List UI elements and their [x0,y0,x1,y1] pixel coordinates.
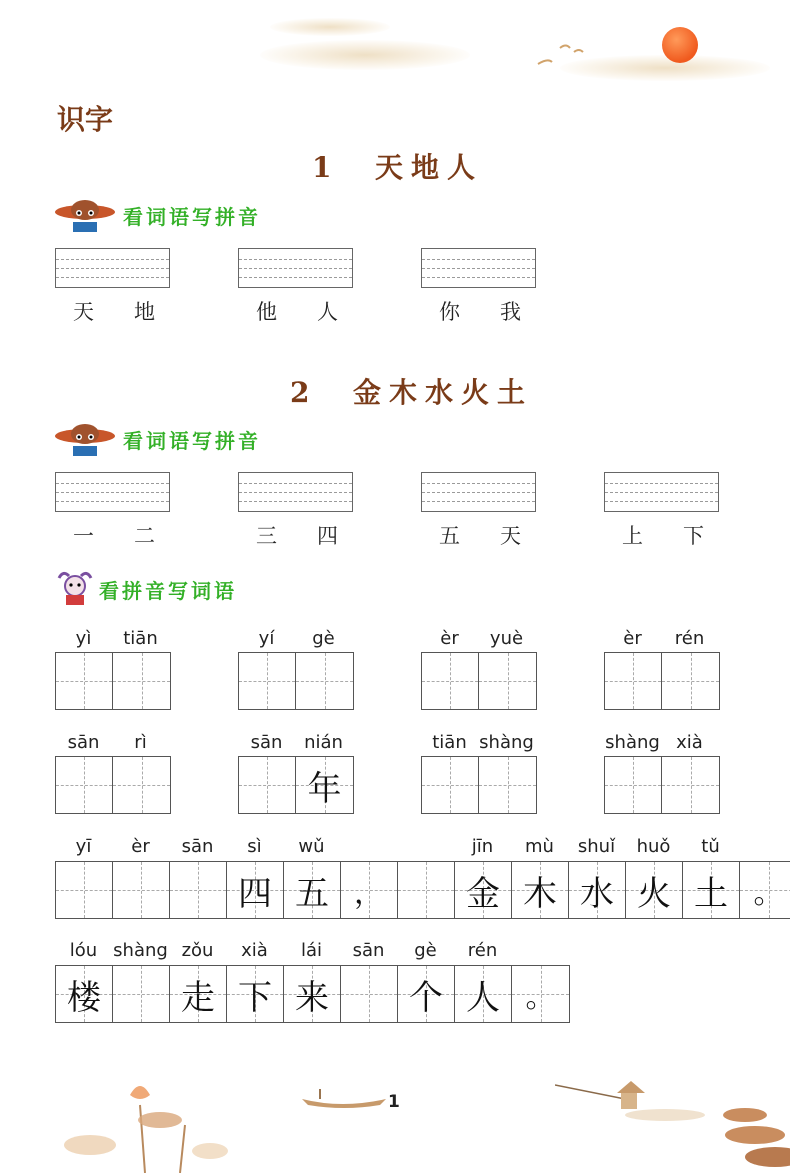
tianzige-cell[interactable] [662,757,719,813]
tianzige-cell[interactable] [239,653,296,709]
tianzige-grid [421,756,537,814]
cell-character [239,757,295,813]
tianzige-grid [604,652,720,710]
pinyin-syllable: yī [75,836,92,857]
cell-character [422,757,478,813]
cell-character: 水 [580,873,614,914]
tianzige-cell[interactable] [479,757,536,813]
pinyin-syllable: tiān [432,732,467,753]
pinyin-syllable: gè [414,940,437,961]
tianzige-cell[interactable] [341,966,398,1022]
cell-character: 土 [694,873,728,914]
cell-character [662,757,719,813]
cell-character: 下 [238,977,272,1018]
pinyin-syllable: lóu [69,940,98,961]
tianzige-cell[interactable] [113,966,170,1022]
mascot-icon [55,196,119,234]
tianzige-grid [421,652,537,710]
pinyin-syllable: lái [300,940,323,961]
tianzige-cell[interactable] [239,757,296,813]
pinyin-writing-box[interactable] [55,472,170,512]
cell-character: 楼 [67,977,101,1018]
boat-decoration [300,1085,390,1109]
pinyin-writing-box[interactable] [55,248,170,288]
pinyin-syllable: shuǐ [577,836,616,857]
sun-icon [662,27,698,63]
lesson-name: 金木水火土 [352,376,533,409]
lesson-number: 2 [290,376,318,409]
pinyin-syllable: xià [241,940,268,961]
cell-character: ， [354,876,384,911]
task-label: 看拼音写词语 [99,578,237,603]
tianzige-cell[interactable] [56,966,113,1022]
pinyin-syllable: gè [312,628,335,649]
tianzige-cell[interactable] [56,757,113,813]
tianzige-grid [55,965,570,1023]
pinyin-syllable: rì [134,732,147,753]
tianzige-cell[interactable] [56,653,113,709]
tianzige-cell[interactable] [296,653,353,709]
tianzige-cell[interactable] [569,862,626,918]
lotus-decoration [60,1075,230,1173]
cell-character [422,653,478,709]
tianzige-grid [238,652,354,710]
tianzige-cell[interactable] [296,757,353,813]
tianzige-cell[interactable] [422,757,479,813]
pinyin-syllable: tiān [123,628,158,649]
cell-character [113,966,169,1022]
task-header [55,196,261,234]
tianzige-cell[interactable] [227,966,284,1022]
pinyin-syllable: sān [250,732,283,753]
word: 五 天 [439,524,521,548]
pinyin-syllable: shàng [113,940,168,961]
pinyin-writing-box[interactable] [238,248,353,288]
cell-character [605,757,661,813]
tianzige-grid [55,652,171,710]
cell-character: 五 [295,873,329,914]
tianzige-grid [238,756,354,814]
cell-character: 个 [409,977,443,1018]
tianzige-cell[interactable] [422,653,479,709]
tianzige-cell[interactable] [512,862,569,918]
pinyin-syllable: shàng [605,732,660,753]
tianzige-cell[interactable] [284,966,341,1022]
lesson-title [290,371,533,411]
tianzige-grid [55,861,790,919]
tianzige-cell[interactable] [170,966,227,1022]
cell-character: 木 [523,873,557,914]
word: 他 人 [256,300,338,324]
tianzige-grid [55,756,171,814]
tianzige-cell[interactable] [170,862,227,918]
pinyin-syllable: zǒu [181,940,214,961]
cell-character: 来 [295,977,329,1018]
mascot-icon [55,570,95,608]
pinyin-syllable: sān [181,836,214,857]
tianzige-cell[interactable] [227,862,284,918]
pinyin-syllable: rén [467,940,498,961]
tianzige-cell[interactable] [740,862,790,918]
cell-character [170,862,226,918]
task-label: 看词语写拼音 [123,428,261,453]
tianzige-cell[interactable] [398,966,455,1022]
pinyin-syllable: yì [75,628,92,649]
task-label: 看词语写拼音 [123,204,261,229]
cell-character: 人 [466,977,500,1018]
lesson-name: 天地人 [374,151,483,184]
word: 一 二 [73,524,155,548]
tianzige-cell[interactable] [455,862,512,918]
tianzige-cell[interactable] [113,757,170,813]
cell-character [56,757,112,813]
word: 三 四 [256,524,338,548]
cloud-decoration [260,40,470,70]
fisherman-decoration [555,1075,790,1173]
cell-character: 年 [307,768,342,809]
cloud-decoration [270,18,390,36]
cell-character [479,653,536,709]
pinyin-syllable: shàng [479,732,534,753]
tianzige-cell[interactable] [56,862,113,918]
cell-character: 四 [238,873,272,914]
pinyin-syllable: yí [258,628,275,649]
pinyin-syllable: èr [440,628,459,649]
cell-character [56,862,112,918]
word: 天 地 [73,300,155,324]
pinyin-syllable: wǔ [298,836,325,857]
tianzige-cell[interactable] [512,966,569,1022]
cell-character: 走 [181,977,215,1018]
cell-character: 。 [753,876,784,911]
lesson-title [312,146,483,186]
tianzige-cell[interactable] [455,966,512,1022]
pinyin-syllable: yuè [489,628,524,649]
cell-character [662,653,719,709]
pinyin-syllable: èr [131,836,150,857]
word: 你 我 [439,300,521,324]
cell-character [479,757,536,813]
cell-character [341,966,397,1022]
pinyin-syllable: nián [304,732,343,753]
cell-character [239,653,295,709]
page-number: 1 [388,1092,400,1112]
tianzige-cell[interactable] [113,653,170,709]
tianzige-cell[interactable] [605,653,662,709]
pinyin-syllable: rén [674,628,705,649]
pinyin-syllable: xià [676,732,703,753]
lesson-number: 1 [312,151,340,184]
tianzige-grid [604,756,720,814]
tianzige-cell[interactable] [683,862,740,918]
pinyin-syllable: sān [352,940,385,961]
birds-icon [530,38,600,70]
cell-character [113,862,169,918]
section-label: 识字 [57,103,114,136]
tianzige-cell[interactable] [341,862,398,918]
pinyin-syllable: mù [525,836,554,857]
task-header [55,570,237,608]
cell-character: 火 [637,873,671,914]
pinyin-syllable: huǒ [636,836,671,857]
word: 上 下 [622,524,704,548]
pinyin-syllable: èr [623,628,642,649]
pinyin-syllable: jīn [471,836,494,857]
tianzige-cell[interactable] [626,862,683,918]
pinyin-syllable: tǔ [701,836,720,857]
cell-character [398,862,454,918]
cell-character [296,653,353,709]
cell-character [113,653,170,709]
pinyin-writing-box[interactable] [238,472,353,512]
task-header [55,420,261,458]
pinyin-writing-box[interactable] [604,472,719,512]
pinyin-writing-box[interactable] [421,248,536,288]
cell-character [605,653,661,709]
tianzige-cell[interactable] [398,862,455,918]
tianzige-cell[interactable] [113,862,170,918]
tianzige-cell[interactable] [284,862,341,918]
pinyin-writing-box[interactable] [421,472,536,512]
pinyin-syllable: sān [67,732,100,753]
cell-character [56,653,112,709]
tianzige-cell[interactable] [605,757,662,813]
cell-character [113,757,170,813]
mascot-icon [55,420,119,458]
pinyin-syllable: sì [247,836,262,857]
cell-character: 金 [466,873,500,914]
tianzige-cell[interactable] [479,653,536,709]
tianzige-cell[interactable] [662,653,719,709]
cell-character: 。 [525,980,556,1015]
